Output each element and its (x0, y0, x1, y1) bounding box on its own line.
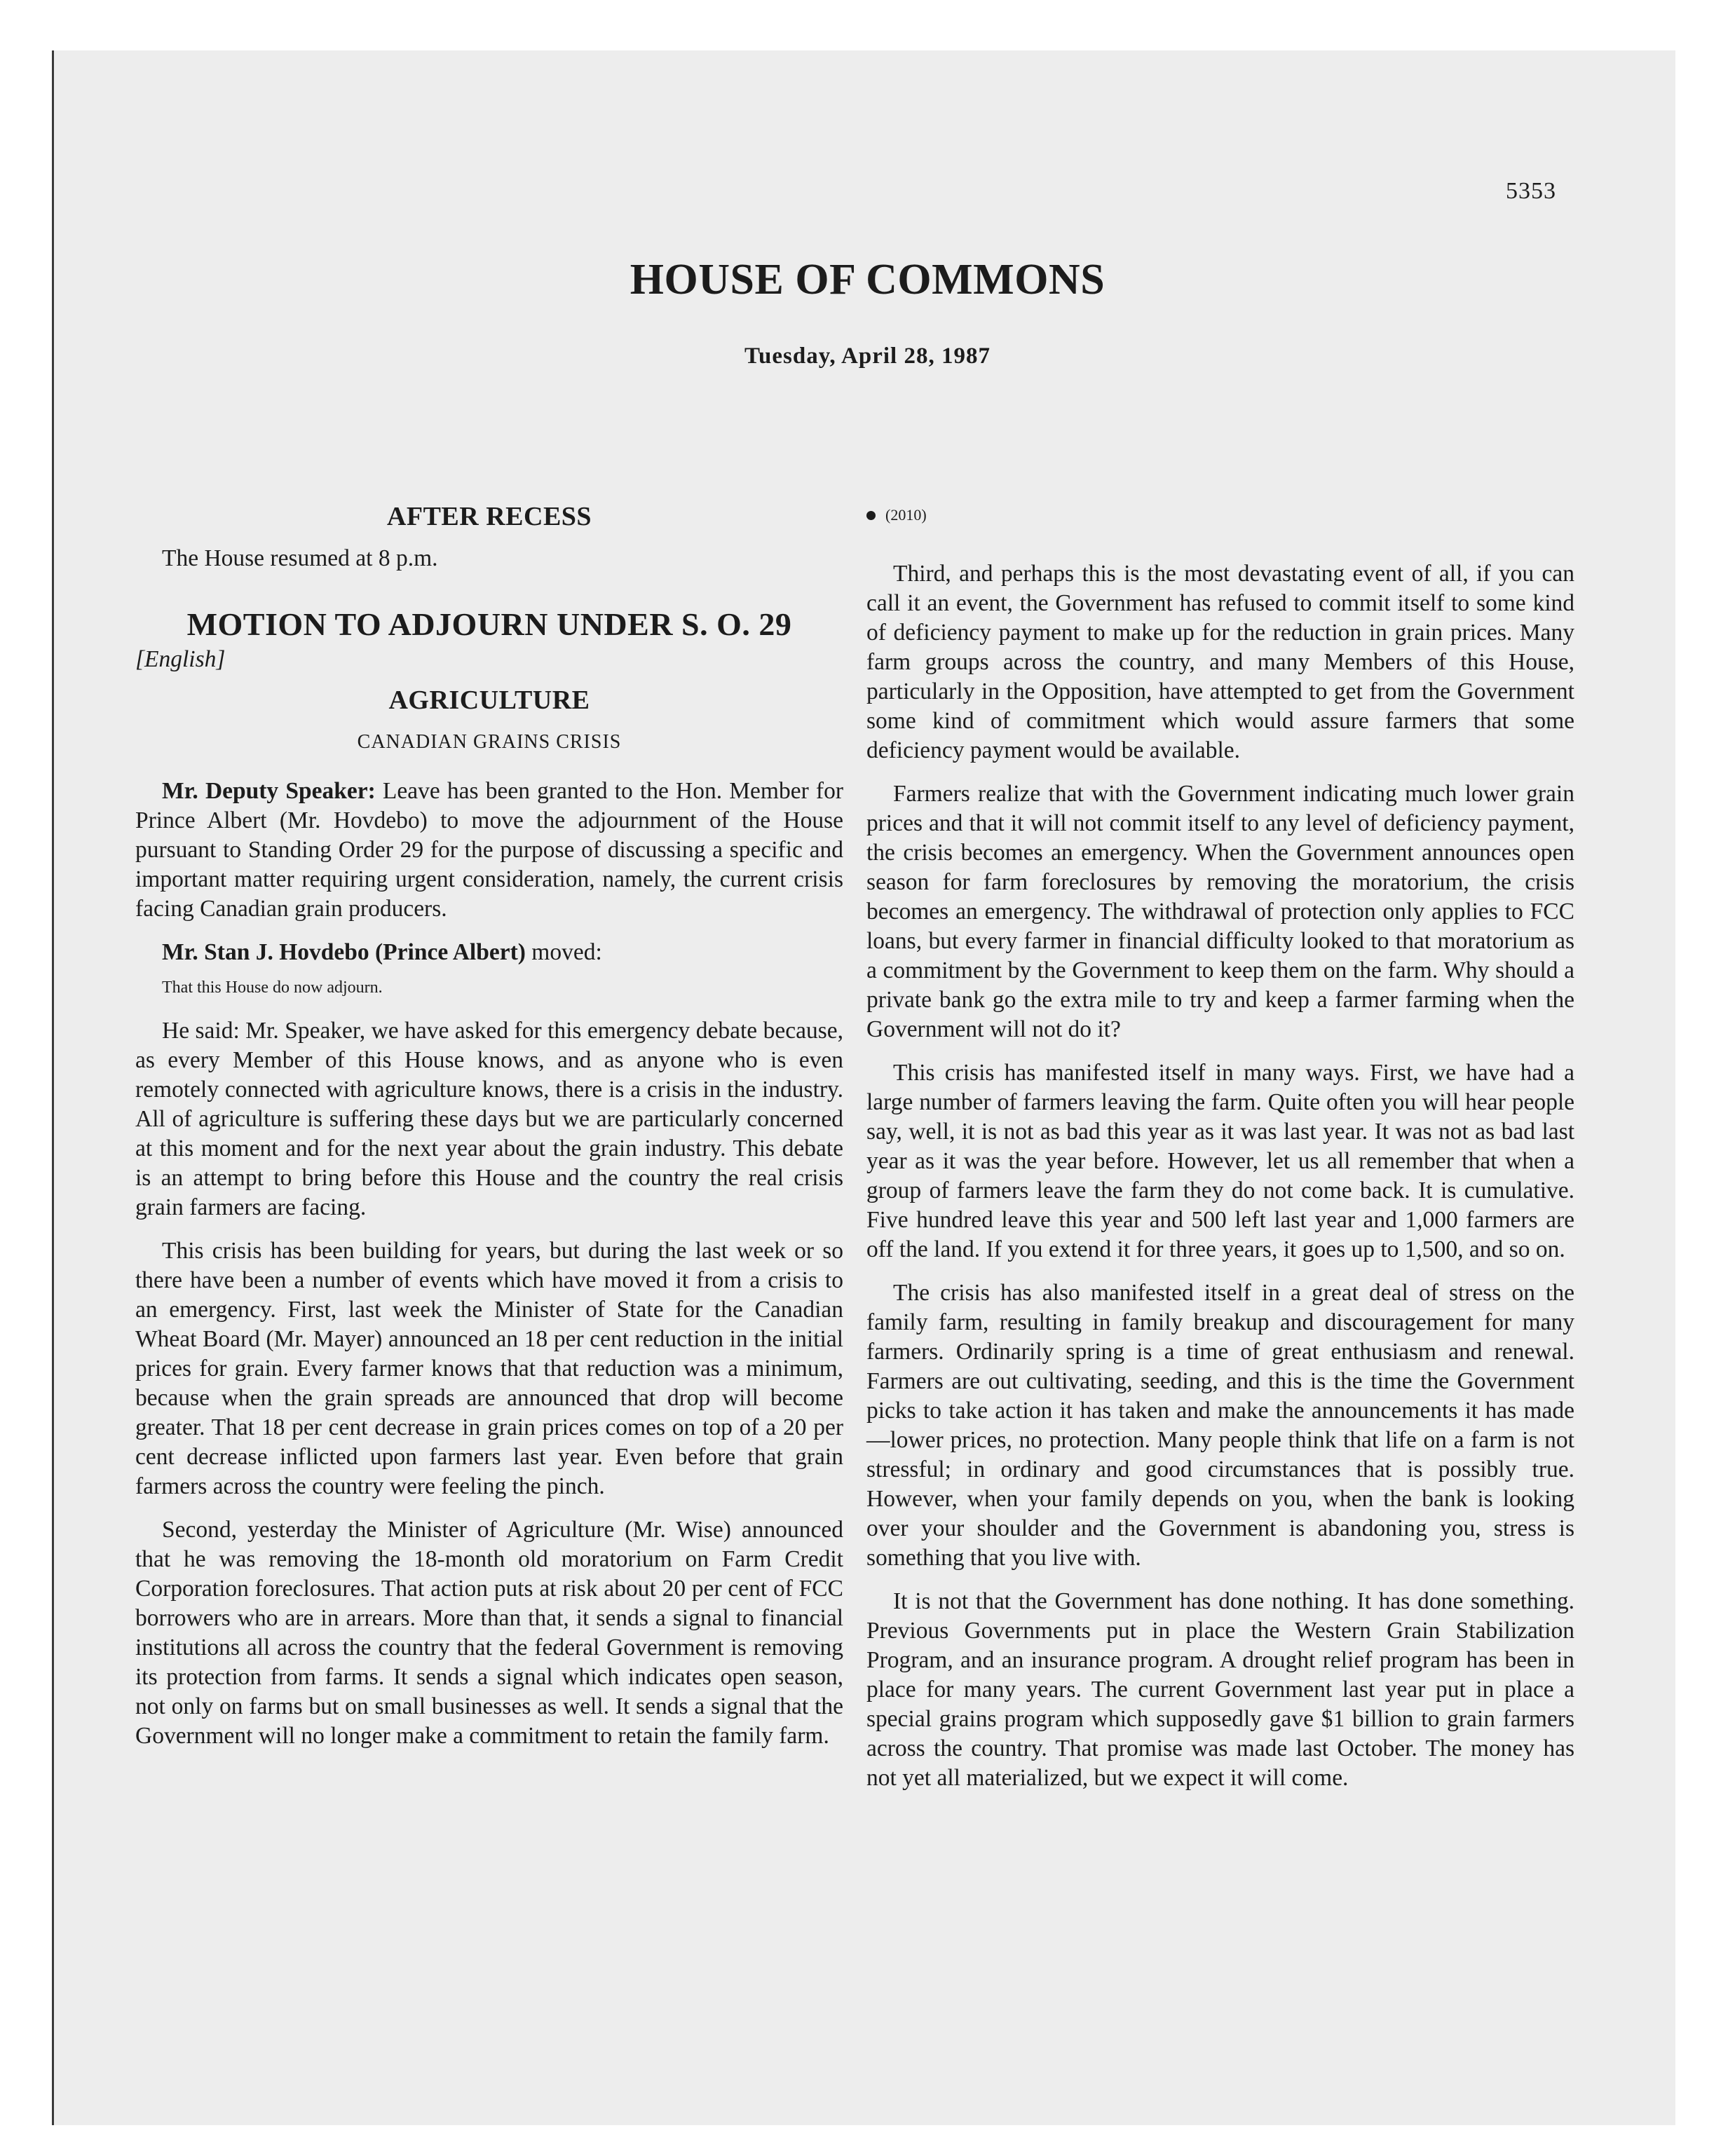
sitting-date: Tuesday, April 28, 1987 (744, 343, 991, 369)
right-column (866, 498, 1574, 1807)
speech-paragraph: Third, and perhaps this is the most devastating event of all, if you can call it an event, the Government has refused to commit itself to some kind of deficiency payment to make up for the reduction in grain prices. Many farm groups across the country, and many Members of this House, particularly in the Opposition, have attempted to get from the Government some kind of commitment which would assure farmers that some deficiency payment would be available. (866, 561, 1574, 763)
left-column (135, 498, 843, 1765)
language-tag: [English] (135, 646, 226, 672)
resumed-line: The House resumed at 8 p.m. (162, 545, 438, 571)
speech-text: moved: (525, 939, 602, 965)
speech-paragraph: The crisis has also manifested itself in a great deal of stress on the family farm, resulting in family breakup and discouragement for many farmers. Ordinarily spring is a time of great enthusiasm and renewal. Farmers are out cultivating, seeding, and this is the time the Government picks to take action it has taken and make the announcements it has made—lower prices, no protection. Many people think that life on a farm is not stressful; in ordinary and good circumstances that is possibly true. However, when your family depends on you, when the bank is looking over your shoulder and the Government is abandoning you, stress is something that you live with. (866, 1280, 1574, 1571)
speech-paragraph: Second, yesterday the Minister of Agriculture (Mr. Wise) announced that he was removing the 18-month old moratorium on Farm Credit Corporation foreclosures. That action puts at risk about 20 per cent of FCC borrowers who are in arrears. More than that, it sends a signal to financial institutions all across the country that the federal Government is removing its protection from farms. It sends a signal which indicates open season, not only on farms but on small businesses as well. It sends a signal that the Government will no longer make a commitment to retain the family farm. (135, 1517, 843, 1749)
subtopic-heading: CANADIAN GRAINS CRISIS (357, 731, 622, 753)
speech-text: Leave has been granted to the Hon. Member for Prince Albert (Mr. Hovdebo) to move the adjournment of the House pursuant to Standing Order 29 for the purpose of discussing a specific and important matter requiring urgent consideration, namely, the current crisis facing Canadian grain producers. (135, 778, 843, 922)
time-mark-text: (2010) (885, 506, 927, 524)
mover-paragraph (135, 938, 843, 967)
speaker-name: Mr. Deputy Speaker: (162, 778, 376, 804)
motion-heading: MOTION TO ADJOURN UNDER S. O. 29 (186, 606, 792, 642)
speech-paragraph: This crisis has been building for years, but during the last week or so there have been a number of events which have moved it from a crisis to an emergency. First, last week the Minister of State for the Canadian Wheat Board (Mr. Mayer) announced an 18 per cent reduction in the initial prices for grain. Every farmer knows that that reduction was a minimum, because when the grain spreads are announced that drop will become greater. That 18 per cent decrease in grain prices comes on top of a 20 per cent decrease inflicted upon farmers last year. Even before that grain farmers across the country were feeling the pinch. (135, 1238, 843, 1499)
speaker-name: Mr. Stan J. Hovdebo (Prince Albert) (162, 939, 526, 965)
masthead-title: HOUSE OF COMMONS (630, 256, 1105, 303)
topic-heading: AGRICULTURE (388, 685, 590, 715)
speech-paragraph: It is not that the Government has done nothing. It has done something. Previous Governments put in place the Western Grain Stabilization Program, and an insurance program. A drought relief program has been in place for many years. The current Government last year put in place a special grains program which supposedly gave $1 billion to grain farmers across the country. That promise was made last October. The money has not yet all materialized, but we expect it will come. (866, 1588, 1574, 1791)
speech-paragraph: Farmers realize that with the Government indicating much lower grain prices and that it will not commit itself to any level of deficiency payment, the crisis becomes an emergency. When the Government announces open season for farm foreclosures by removing the moratorium, the crisis becomes an emergency. The withdrawal of protection only applies to FCC loans, but every farmer in financial difficulty looked to that moratorium as a commitment by the Government to keep them on the farm. Why should a private bank go the extra mile to try and keep a farmer farming when the Government will not do it? (866, 781, 1574, 1042)
speech-paragraph: He said: Mr. Speaker, we have asked for this emergency debate because, as every Member of this House knows, and as anyone who is even remotely connected with agriculture knows, there is a crisis in the industry. All of agriculture is suffering these days but we are particularly concerned at this moment and for the next year about the grain industry. This debate is an attempt to bring before this House and the country the real crisis grain farmers are facing. (135, 1018, 843, 1220)
time-marker (866, 500, 1574, 530)
deputy-speaker-paragraph (135, 777, 843, 924)
bullet-icon (866, 511, 876, 520)
page-number: 5353 (1506, 178, 1556, 204)
after-recess-heading: AFTER RECESS (386, 502, 592, 531)
motion-text: That this House do now adjourn. (162, 978, 383, 997)
speech-paragraph: This crisis has manifested itself in many ways. First, we have had a large number of farmers leaving the farm. Quite often you will hear people say, well, it is not as bad this year as it was last year. It was not as bad last year as it was the year before. However, let us all remember that when a group of farmers leave the farm they do not come back. It is cumulative. Five hundred leave this year and 500 left last year and 1,000 farmers are off the land. If you extend it for three years, it goes up to 1,500, and so on. (866, 1060, 1574, 1262)
